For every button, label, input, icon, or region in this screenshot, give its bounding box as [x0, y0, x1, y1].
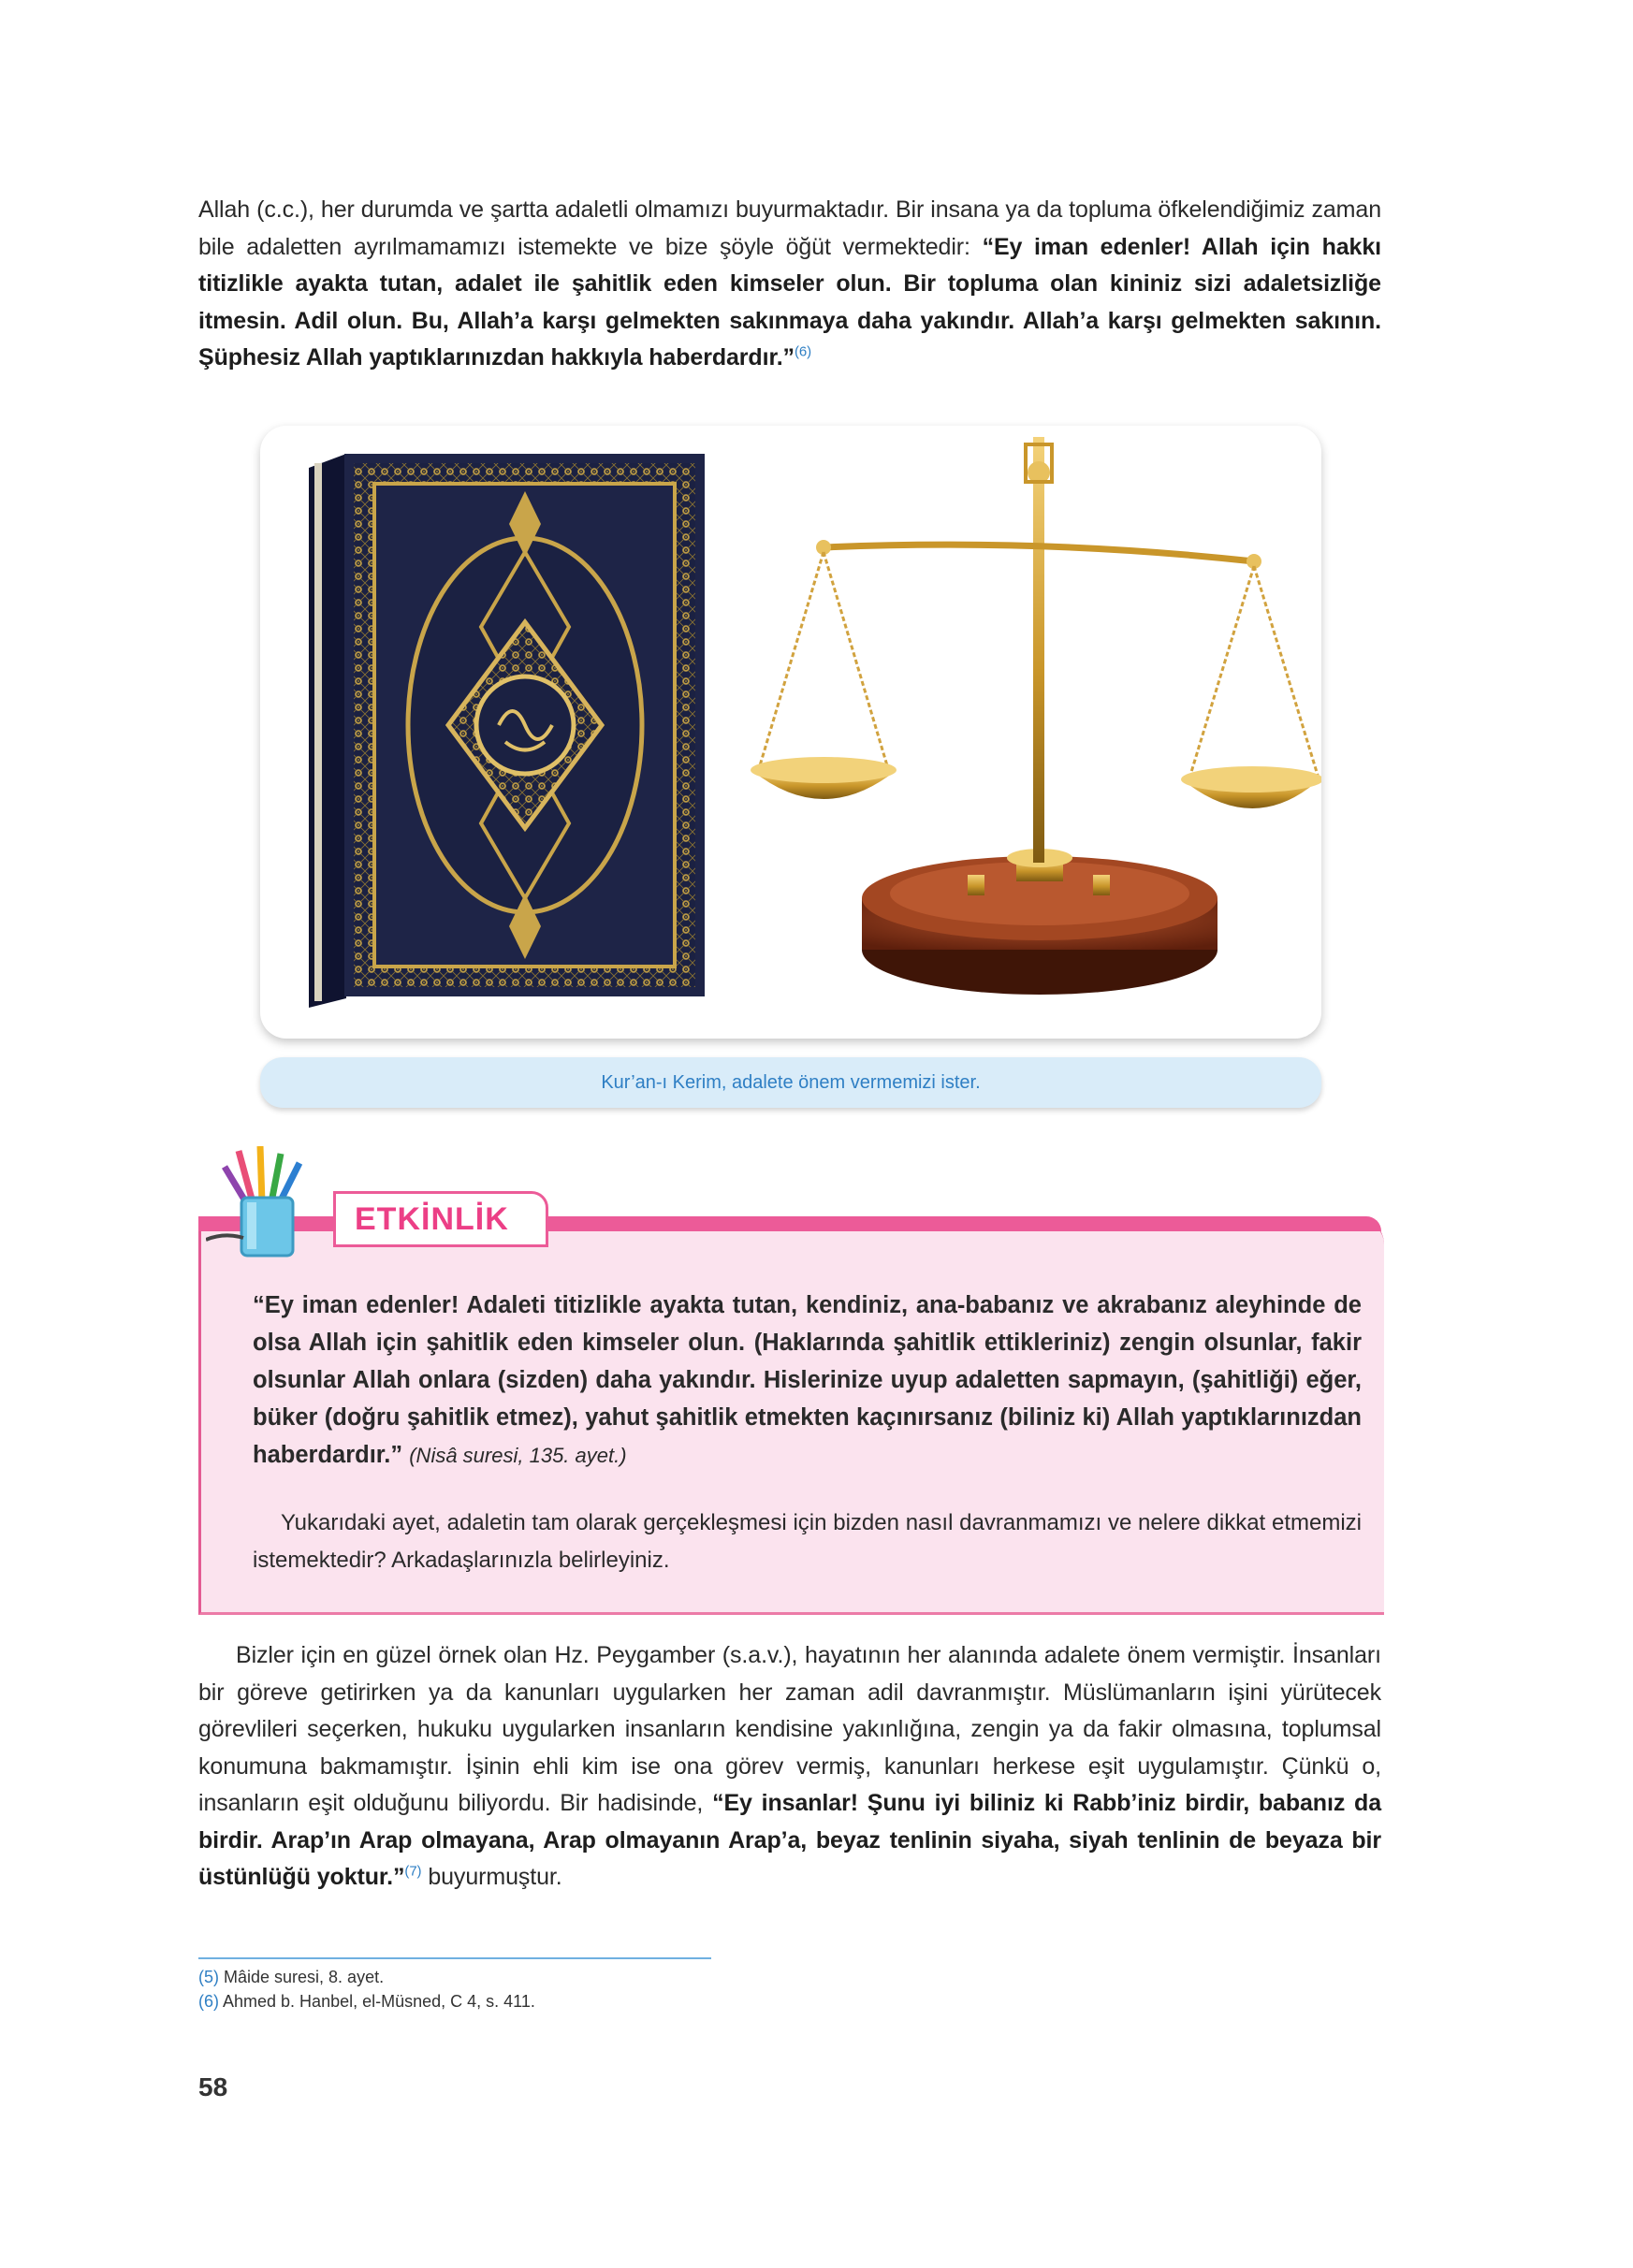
footnote-divider — [198, 1957, 711, 1959]
justice-scales-icon — [751, 437, 1321, 995]
footnote-ref-7[interactable]: (7) — [404, 1863, 422, 1880]
illustration-panel — [260, 426, 1321, 1039]
activity-verse-text: “Ey iman edenler! Adaleti titizlikle ayakta tutan, kendiniz, ana-babanız ve akrabanız aleyhinde de olsa Allah için şahitlik eden kimseler olun. (Haklarında şahitlik ettikleriniz) zengin olsunlar, fakir olsunlar Allah onlara (sizden) daha yakındır. Hislerinize uyup adaletten sapmayın, (şahitliği) eğer, büker (doğru şahitlik etmez), yahut şahitlik etmekten kaçınırsanız (biliniz ki) Allah yaptıklarınızdan haberdardır.” — [253, 1292, 1362, 1468]
footnote-ref-6[interactable]: (6) — [794, 343, 811, 360]
figure-caption — [260, 1057, 1321, 1108]
figure-caption-text: Kur’an-ı Kerim, adalete önem vermemizi ister. — [601, 1071, 981, 1093]
body-quote: “Ey insanlar! Şunu iyi biliniz ki Rabb’iniz birdir, babanız da birdir. Arap’ın Arap olmayana, Arap olmayanın Arap’a, beyaz tenlinin siyaha, siyah tenlinin de beyaza bir üstünlüğü yoktur.” — [198, 1790, 1381, 1890]
intro-text: Allah (c.c.), her durumda ve şartta adaletli olmamızı buyurmaktadır. Bir insana ya da topluma öfkelendiğimiz zaman bile adaletten ayrılmamamızı istemekte ve bize şöyle öğüt vermektedir: — [198, 196, 1381, 260]
activity-question — [253, 1505, 1362, 1579]
intro-paragraph — [198, 192, 1381, 377]
activity-title-tab — [333, 1191, 548, 1247]
footnotes — [198, 1965, 1041, 2014]
intro-quote: “Ey iman edenler! Allah için hakkı titizlikle ayakta tutan, adalet ile şahitlik eden kimseler olun. Bir topluma olan kininiz sizi adaletsizliğe itmesin. Adil olun. Bu, Allah’a karşı gelmekten sakınmaya daha yakındır. Allah’a karşı gelmekten sakının. Şüphesiz Allah yaptıklarınızdan hakkıyla haberdardır.” — [198, 233, 1382, 371]
footnote-item: (6) Ahmed b. Hanbel, el-Müsned, C 4, s. 411. — [198, 1992, 535, 2011]
activity-verse — [253, 1287, 1362, 1475]
activity-question-text: Yukarıdaki ayet, adaletin tam olarak gerçekleşmesi için bizden nasıl davranmamızı ve nelere dikkat etmemizi istemektedir? Arkadaşlarınızla belirleyiniz. — [253, 1510, 1362, 1573]
quran-book-icon — [309, 454, 705, 1008]
body-paragraph — [198, 1637, 1381, 1897]
footnote-item: (5) Mâide suresi, 8. ayet. — [198, 1968, 385, 1986]
pencil-cup-icon — [206, 1146, 328, 1258]
body-text: Bizler için en güzel örnek olan Hz. Peygamber (s.a.v.), hayatının her alanında adalete önem vermiştir. İnsanları bir göreve getirirken ya da kanunları uygularken her zaman adil davranmıştır. Müslümanların işini yürütecek görevlileri seçerken, hukuku uygularken insanların kendisine yakınlığına, zengin ya da fakir olmasına, toplumsal konumuna bakmamıştır. İşinin ehli kim ise ona görev vermiş, kanunları herkese eşit uygulamıştır. Çünkü o, insanların eşit olduğunu biliyordu. Bir hadisinde, — [198, 1642, 1381, 1816]
activity-verse-source: (Nisâ suresi, 135. ayet.) — [409, 1444, 627, 1467]
activity-title: ETKİNLİK — [355, 1200, 509, 1237]
body-text-end: buyurmuştur. — [421, 1864, 562, 1890]
quran-and-scales-image — [260, 426, 1321, 1039]
page-number: 58 — [198, 2072, 228, 2101]
